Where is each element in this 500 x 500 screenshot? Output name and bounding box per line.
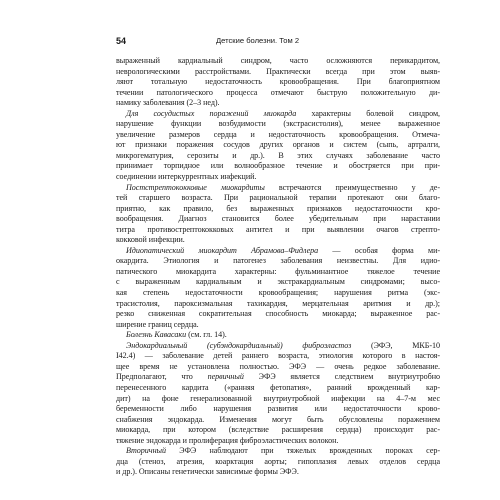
text-line — [116, 151, 440, 162]
text-line-content: щее время не установлена полностью. ЭФЭ — очень редкое заболевание. — [116, 361, 440, 371]
text-line — [116, 425, 440, 436]
text-line-content: течении патологического процесса отмечают быструю положительную ди- — [116, 87, 440, 97]
text-line — [116, 225, 440, 236]
text-line — [116, 130, 440, 141]
italic-term: Для сосудистых поражений миокарда — [126, 108, 297, 118]
text-line — [116, 67, 440, 78]
text-line — [116, 467, 440, 478]
text-line-content: кая степень недостаточности кровообращения; нарушения ритма (экс- — [116, 288, 440, 298]
text-line-content: встречаются преимущественно у де- — [264, 182, 440, 192]
text-line-content: кокковой инфекции. — [116, 235, 185, 245]
italic-term: Постстрептококковые миокардиты — [126, 182, 265, 192]
text-line — [116, 193, 440, 204]
text-line-content: ширение границ сердца. — [116, 319, 199, 329]
text-line-content: дит) на фоне генерализованной внутриутробной инфекции на 4–7-м мес — [116, 393, 440, 403]
text-line-content: дца (стеноз, атрезия, коарктация аорты; гипоплазия левых отделов сердца — [116, 456, 440, 466]
text-line — [116, 172, 440, 183]
text-line-content: титра противострептококковых антител и при выявлении очагов стрепто- — [116, 224, 440, 234]
text-line-content: ЭФЭ является следствием внутриутробно — [243, 372, 440, 382]
text-line — [116, 394, 440, 405]
page-header — [116, 36, 436, 48]
text-line — [116, 77, 440, 88]
text-line-lead: Предполагают, что — [116, 372, 208, 382]
text-line — [116, 183, 440, 194]
text-line — [116, 235, 440, 246]
italic-term: Болезнь Кавасаки — [126, 330, 187, 340]
text-line — [116, 457, 440, 468]
text-line-content: тяжение эндокарда и пролиферация фиброэластических волокон. — [116, 435, 339, 445]
text-line — [116, 383, 440, 394]
italic-term: Эндокардиальный (субэндокардиальный) фиброэластоз — [126, 340, 352, 350]
text-line — [116, 109, 440, 120]
text-line — [116, 140, 440, 151]
text-line-content: трасистолия, пароксизмальная тахикардия, мерцательная аритмия и др.); — [116, 298, 440, 308]
text-line — [116, 404, 440, 415]
text-line — [116, 372, 440, 383]
italic-term: Идиопатический миокардит Абрамова–Фидлера — [126, 245, 319, 255]
text-line-content: патического миокардита характерны: фульминантное тяжелое течение — [116, 266, 440, 276]
text-line — [116, 277, 440, 288]
text-line-content: и др.). Описаны генетически зависимые формы ЭФЭ. — [116, 467, 299, 477]
text-line-content: приятно, как правило, без выраженных признаков недостаточности кро- — [116, 203, 440, 213]
text-line-content: намику заболевания (2–3 нед). — [116, 98, 220, 108]
text-line — [116, 351, 440, 362]
text-line-content: беременности либо нарушения развития или недостаточности крово- — [116, 404, 440, 414]
text-line-content: выраженный кардиальный синдром, часто осложняются перикардитом, — [116, 56, 440, 65]
text-line-content: ляют тотальную недостаточность кровообращения. При благоприятном — [116, 77, 440, 87]
text-line-content: (см. гл. 14). — [186, 330, 227, 340]
text-line-content: (ЭФЭ, МКБ-10 — [351, 340, 440, 350]
text-line-content: I42.4) — заболевание детей раннего возраста, этиология которого в настоя- — [116, 351, 440, 361]
text-line — [116, 214, 440, 225]
body-text — [116, 56, 440, 478]
text-line — [116, 341, 440, 352]
text-line-content: вообращения. Диагноз становится более убедительным при нарастании — [116, 214, 440, 224]
text-line — [116, 309, 440, 320]
text-line-content: окардита. Этиология и патогенез заболевания неизвестны. Для идио- — [116, 256, 440, 266]
text-line-content: соединении интеркуррентных инфекций. — [116, 172, 257, 182]
text-line — [116, 415, 440, 426]
italic-term: Вторичный — [126, 446, 166, 456]
text-line — [116, 88, 440, 99]
text-line-content: характерны болевой синдром, — [296, 108, 440, 118]
text-line-content: тей старшего возраста. При рациональной терапии протекают они благо- — [116, 193, 440, 203]
text-line-content: — особая форма ми- — [318, 245, 440, 255]
text-line-content: принимает торпидное или волнообразное течение и обостряется при при- — [116, 161, 440, 171]
text-line — [116, 204, 440, 215]
text-line-content: ют признаки поражения сосудов других органов и систем (сыпь, артралги, — [116, 140, 440, 150]
page-number: 54 — [116, 36, 127, 46]
text-line-content: микрогематурия, серозиты и др.). В этих случаях заболевание часто — [116, 150, 440, 160]
text-line-content: снабжения эндокарда. Изменения могут быть обусловлены поражением — [116, 414, 440, 424]
text-line — [116, 256, 440, 267]
text-line — [116, 446, 440, 457]
text-line — [116, 56, 440, 67]
text-line — [116, 362, 440, 373]
text-line-content: нарушение функции возбудимости (экстрасистолия), менее выраженное — [116, 119, 440, 129]
text-line-content: увеличение размеров сердца и недостаточность кровообращения. Отмеча- — [116, 129, 440, 139]
text-line-content: перенесенного кардита («ранняя фетопатия», ранний врожденный кар- — [116, 382, 440, 392]
text-line — [116, 98, 440, 109]
text-line — [116, 299, 440, 310]
text-line — [116, 320, 440, 331]
text-line-content: миокарда, при котором (вследствие расширения сердца) происходит рас- — [116, 425, 440, 435]
text-line — [116, 161, 440, 172]
text-line — [116, 288, 440, 299]
italic-term: первичный — [207, 372, 244, 382]
text-line — [116, 246, 440, 257]
text-line — [116, 436, 440, 447]
text-line — [116, 330, 440, 341]
running-title: Детские болезни. Том 2 — [216, 36, 300, 45]
text-line — [116, 267, 440, 278]
text-line-content: неврологическими расстройствами. Практически всегда при этом выяв- — [116, 66, 440, 76]
text-line-content: ЭФЭ наблюдают при тяжелых врожденных пороках сер- — [165, 446, 440, 456]
text-line-content: с выраженным кардиальным и экстракардиальным синдромами; высо- — [116, 277, 440, 287]
text-line — [116, 119, 440, 130]
text-line-content: резко сниженная сократительная способность миокарда; выраженное рас- — [116, 309, 440, 319]
